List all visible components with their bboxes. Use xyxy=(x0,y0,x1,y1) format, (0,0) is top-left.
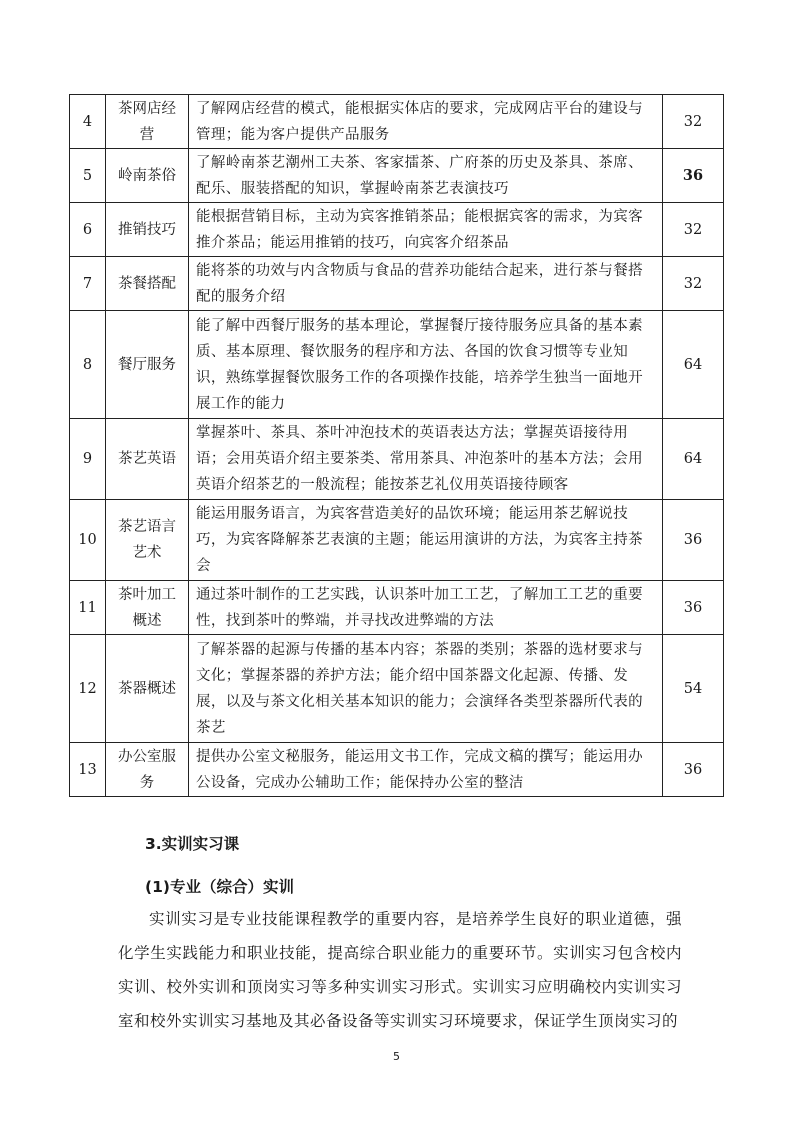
table-row xyxy=(70,581,724,635)
course-hours: 64 xyxy=(663,311,724,419)
course-name: 办公室服务 xyxy=(106,743,189,797)
course-description: 了解茶器的起源与传播的基本内容；茶器的类别；茶器的选材要求与文化；掌握茶器的养护方法；能介绍中国茶器文化起源、传播、发展，以及与茶文化相关基本知识的能力；会演绎各类型茶器所代表的茶艺 xyxy=(189,635,663,743)
table-row xyxy=(70,419,724,500)
course-hours: 36 xyxy=(663,581,724,635)
course-name: 推销技巧 xyxy=(106,203,189,257)
course-hours: 64 xyxy=(663,419,724,500)
course-table xyxy=(69,94,724,797)
row-number: 12 xyxy=(70,635,106,743)
row-number: 9 xyxy=(70,419,106,500)
table-row xyxy=(70,95,724,149)
row-number: 13 xyxy=(70,743,106,797)
course-name: 岭南茶俗 xyxy=(106,149,189,203)
course-name: 茶叶加工概述 xyxy=(106,581,189,635)
course-name: 餐厅服务 xyxy=(106,311,189,419)
body-paragraph: 实训实习是专业技能课程教学的重要内容，是培养学生良好的职业道德，强化学生实践能力和职业技能，提高综合职业能力的重要环节。实训实习包含校内实训、校外实训和顶岗实习等多种实训实习形式。实训实习应明确校内实训实习室和校外实训实习基地及其必备设备等实训实习环境要求，保证学生顶岗实习的 xyxy=(118,910,682,1030)
table-row xyxy=(70,500,724,581)
section-heading: 3.实训实习课 xyxy=(145,835,240,853)
table-row xyxy=(70,743,724,797)
course-hours: 54 xyxy=(663,635,724,743)
row-number: 6 xyxy=(70,203,106,257)
course-description: 能根据营销目标，主动为宾客推销茶品；能根据宾客的需求，为宾客推介茶品；能运用推销的技巧，向宾客介绍茶品 xyxy=(189,203,663,257)
course-name: 茶餐搭配 xyxy=(106,257,189,311)
row-number: 5 xyxy=(70,149,106,203)
course-description: 提供办公室文秘服务，能运用文书工作，完成文稿的撰写；能运用办公设备，完成办公辅助工作；能保持办公室的整洁 xyxy=(189,743,663,797)
course-description: 了解网店经营的模式，能根据实体店的要求，完成网店平台的建设与管理；能为客户提供产品服务 xyxy=(189,95,663,149)
course-description: 能将茶的功效与内含物质与食品的营养功能结合起来，进行茶与餐搭配的服务介绍 xyxy=(189,257,663,311)
course-name: 茶艺语言艺术 xyxy=(106,500,189,581)
course-hours: 36 xyxy=(663,500,724,581)
course-name: 茶器概述 xyxy=(106,635,189,743)
table-row xyxy=(70,311,724,419)
course-name: 茶艺英语 xyxy=(106,419,189,500)
table-row xyxy=(70,257,724,311)
row-number: 11 xyxy=(70,581,106,635)
page-number: 5 xyxy=(393,1050,400,1063)
table-row xyxy=(70,203,724,257)
course-description: 能了解中西餐厅服务的基本理论，掌握餐厅接待服务应具备的基本素质、基本原理、餐饮服务的程序和方法、各国的饮食习惯等专业知识，熟练掌握餐饮服务工作的各项操作技能，培养学生独当一面地开展工作的能力 xyxy=(189,311,663,419)
row-number: 7 xyxy=(70,257,106,311)
course-hours: 32 xyxy=(663,95,724,149)
course-description: 通过茶叶制作的工艺实践，认识茶叶加工工艺，了解加工工艺的重要性，找到茶叶的弊端，并寻找改进弊端的方法 xyxy=(189,581,663,635)
course-hours: 36 xyxy=(663,149,724,203)
row-number: 10 xyxy=(70,500,106,581)
course-name: 茶网店经营 xyxy=(106,95,189,149)
course-hours: 32 xyxy=(663,203,724,257)
section-subheading: (1)专业（综合）实训 xyxy=(145,878,294,896)
table-row xyxy=(70,635,724,743)
course-description: 掌握茶叶、茶具、茶叶冲泡技术的英语表达方法；掌握英语接待用语；会用英语介绍主要茶类、常用茶具、冲泡茶叶的基本方法；会用英语介绍茶艺的一般流程；能按茶艺礼仪用英语接待顾客 xyxy=(189,419,663,500)
course-description: 能运用服务语言，为宾客营造美好的品饮环境；能运用茶艺解说技巧，为宾客降解茶艺表演的主题；能运用演讲的方法，为宾客主持茶会 xyxy=(189,500,663,581)
row-number: 8 xyxy=(70,311,106,419)
table-row xyxy=(70,149,724,203)
row-number: 4 xyxy=(70,95,106,149)
course-description: 了解岭南茶艺潮州工夫茶、客家擂茶、广府茶的历史及茶具、茶席、配乐、服装搭配的知识，掌握岭南茶艺表演技巧 xyxy=(189,149,663,203)
course-hours: 32 xyxy=(663,257,724,311)
course-hours: 36 xyxy=(663,743,724,797)
